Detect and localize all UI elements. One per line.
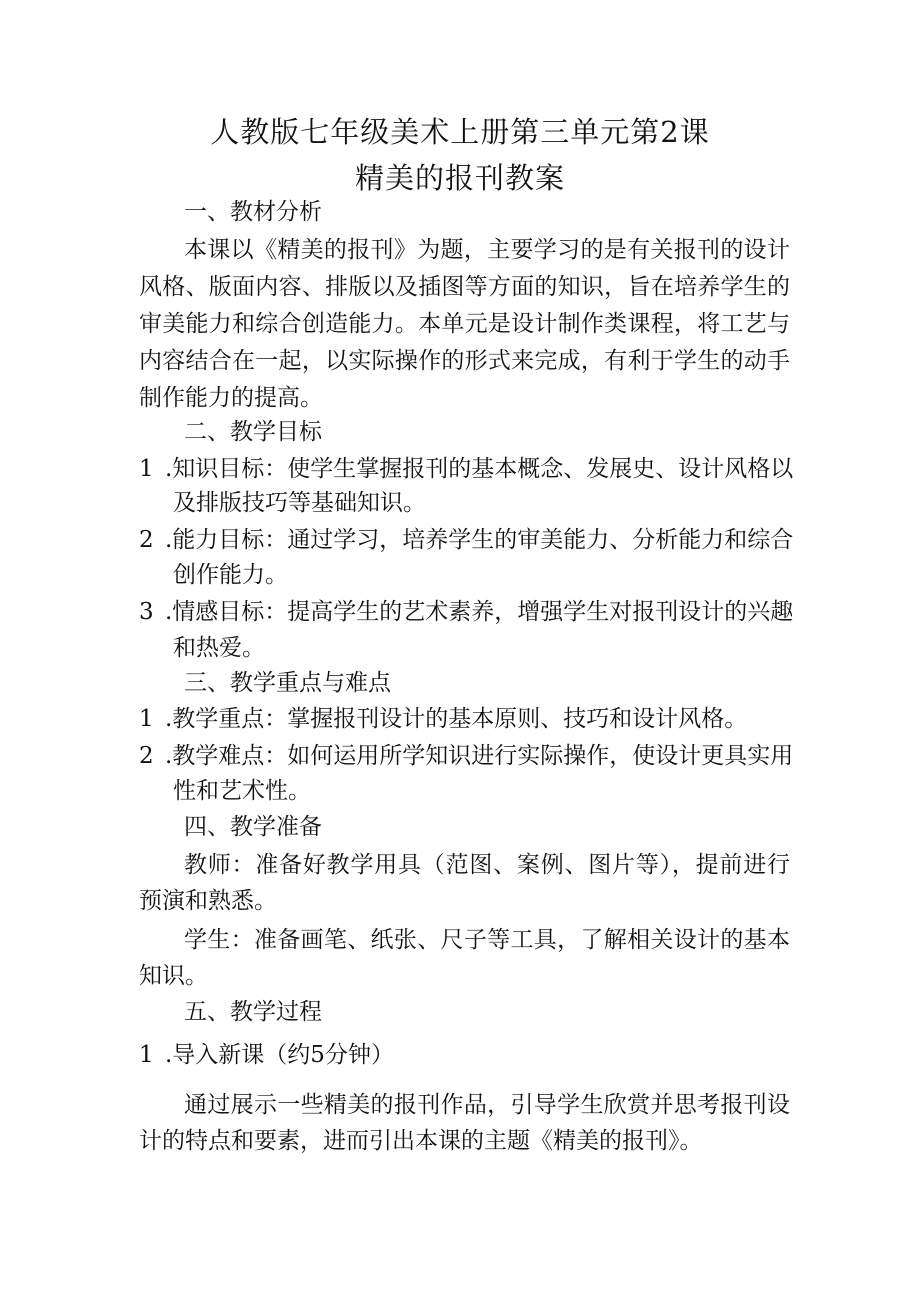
paragraph-line: 计的特点和要素，进而引出本课的主题《精美的报刊》。 <box>139 1128 703 1154</box>
paragraph-line: 本课以《精美的报刊》为题，主要学习的是有关报刊的设计 <box>184 237 790 263</box>
section-heading-analysis: 一、教材分析 <box>184 199 322 225</box>
list-text: .导入新课（约5分钟） <box>165 1042 394 1068</box>
paragraph-line: 审美能力和综合创造能力。本单元是设计制作类课程，将工艺与 <box>139 311 790 337</box>
list-item-continuation: 和热爱。 <box>173 635 265 661</box>
list-text: .情感目标：提高学生的艺术素养，增强学生对报刊设计的兴趣 <box>165 599 794 625</box>
list-item <box>139 454 793 484</box>
list-number: 2 <box>139 527 154 553</box>
list-item <box>139 741 793 771</box>
list-item-continuation: 及排版技巧等基础知识。 <box>173 490 426 516</box>
paragraph-line: 知识。 <box>139 963 208 989</box>
paragraph-line: 教师：准备好教学用具（范图、案例、图片等），提前进行 <box>184 852 790 878</box>
list-item <box>139 704 747 734</box>
list-number: 3 <box>139 599 154 625</box>
list-item <box>139 597 793 627</box>
list-text: .教学重点：掌握报刊设计的基本原则、技巧和设计风格。 <box>165 706 748 732</box>
paragraph-line: 通过展示一些精美的报刊作品，引导学生欣赏并思考报刊设 <box>184 1092 790 1118</box>
list-item-continuation: 创作能力。 <box>173 562 288 588</box>
section-heading-process: 五、教学过程 <box>184 999 322 1025</box>
list-text: .能力目标：通过学习，培养学生的审美能力、分析能力和综合 <box>165 527 794 553</box>
list-text: .教学难点：如何运用所学知识进行实际操作，使设计更具实用 <box>165 743 794 769</box>
section-heading-preparation: 四、教学准备 <box>184 814 322 840</box>
paragraph-line: 预演和熟悉。 <box>139 888 277 914</box>
section-heading-key-points: 三、教学重点与难点 <box>184 670 391 696</box>
document-title: 人教版七年级美术上册第三单元第2课 <box>210 115 710 149</box>
document-subtitle: 精美的报刊教案 <box>354 161 565 195</box>
paragraph-line: 内容结合在一起，以实际操作的形式来完成，有利于学生的动手 <box>139 348 790 374</box>
list-text: .知识目标：使学生掌握报刊的基本概念、发展史、设计风格以 <box>165 456 794 482</box>
paragraph-line: 制作能力的提高。 <box>139 385 323 411</box>
list-item <box>139 525 793 555</box>
list-number: 1 <box>139 456 154 482</box>
list-number: 1 <box>139 1042 154 1068</box>
list-item <box>139 1040 394 1070</box>
list-number: 1 <box>139 706 154 732</box>
section-heading-objectives: 二、教学目标 <box>184 419 322 445</box>
paragraph-line: 学生：准备画笔、纸张、尺子等工具，了解相关设计的基本 <box>184 927 790 953</box>
list-item-continuation: 性和艺术性。 <box>173 778 311 804</box>
paragraph-line: 风格、版面内容、排版以及插图等方面的知识，旨在培养学生的 <box>139 274 790 300</box>
list-number: 2 <box>139 743 154 769</box>
